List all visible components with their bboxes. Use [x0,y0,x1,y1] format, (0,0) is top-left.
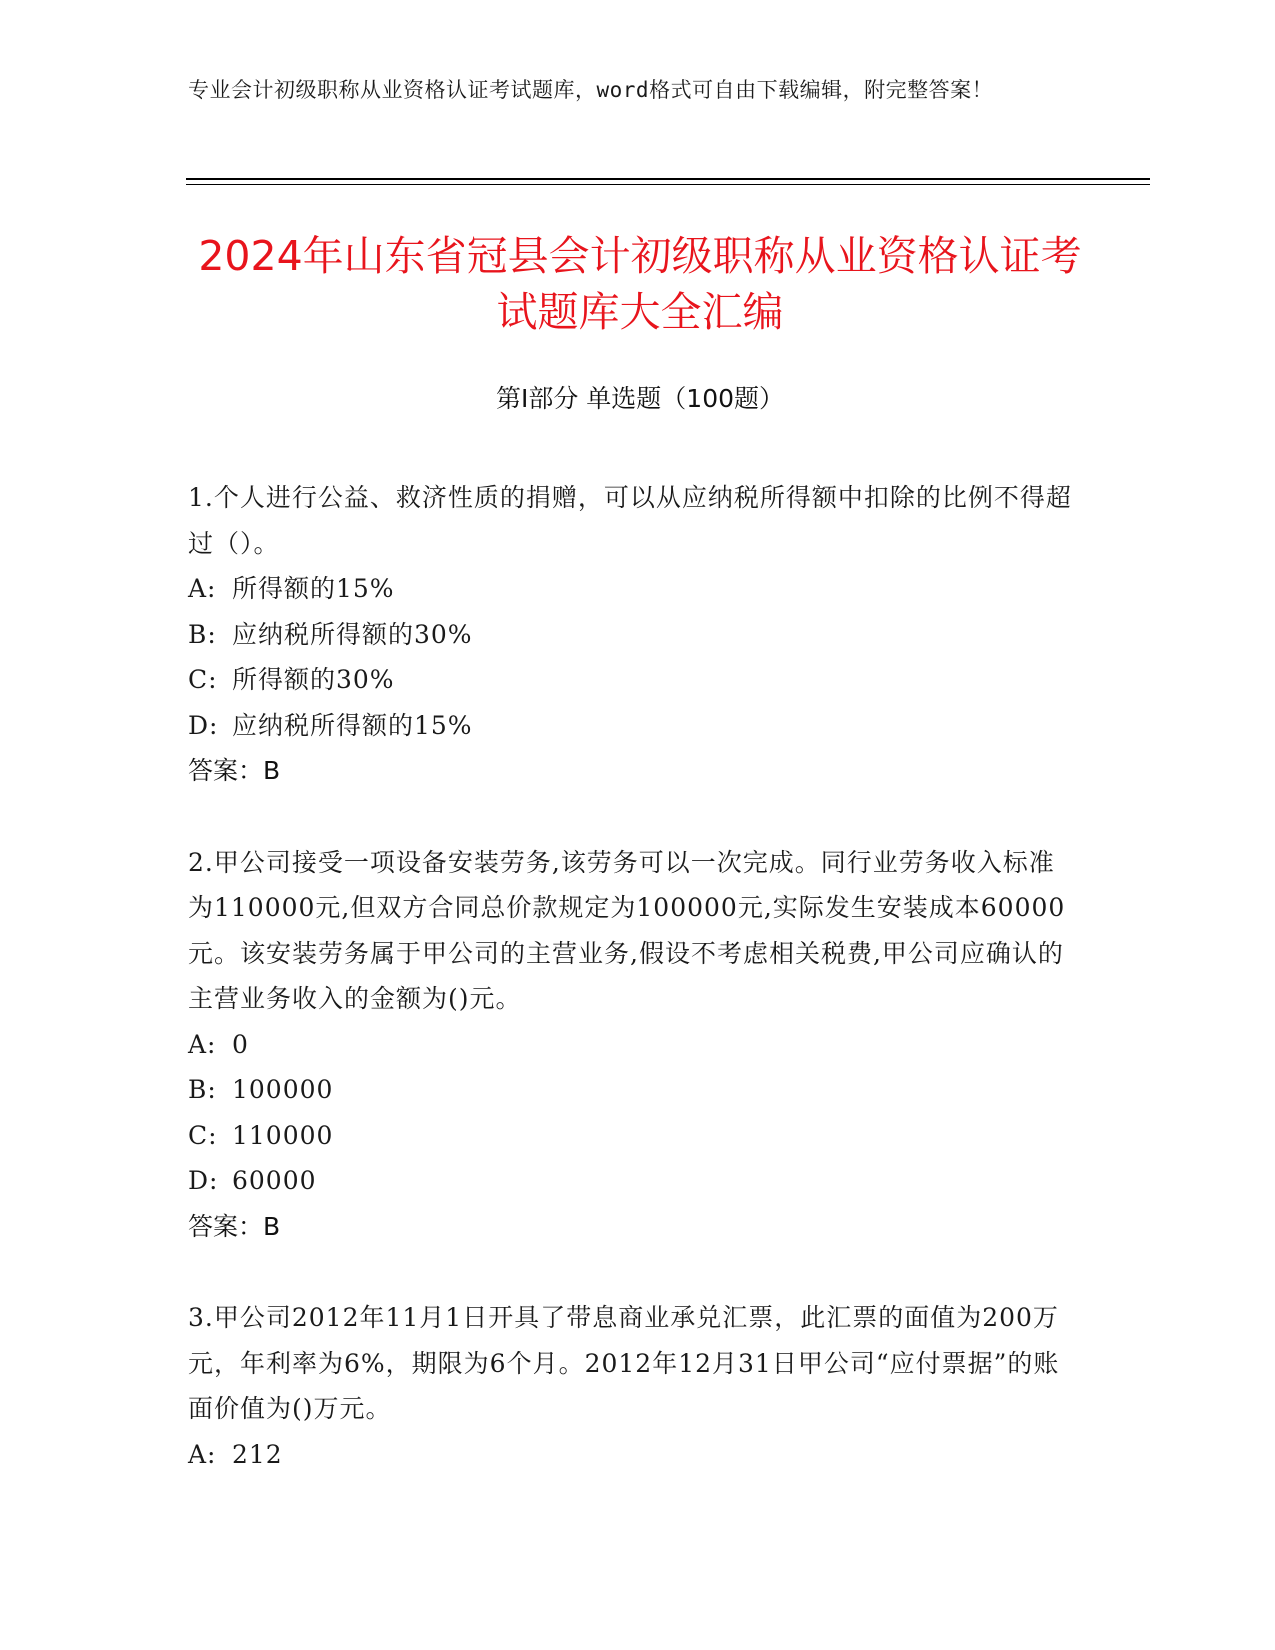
option-letter: B: [188,1075,217,1104]
answer-value: B [263,1211,281,1241]
option-letter: B: [188,619,217,649]
question-option [188,1067,1078,1113]
header-note: 专业会计初级职称从业资格认证考试题库，word格式可自由下载编辑，附完整答案！ [188,78,994,102]
option-letter: A: [188,1029,217,1059]
option-text: 0 [232,1029,249,1059]
option-text: 应纳税所得额的30% [232,619,473,649]
question-stem: 3.甲公司2012年11月1日开具了带息商业承兑汇票，此汇票的面值为200万元，年利率为6%，期限为6个月。2012年12月31日甲公司“应付票据”的账面价值为()万元。 [188,1303,1060,1423]
option-text: 应纳税所得额的15% [232,710,473,740]
option-text: 所得额的15% [232,574,395,603]
question-stem: 1.个人进行公益、救济性质的捐赠，可以从应纳税所得额中扣除的比例不得超过（）。 [188,483,1072,558]
option-text: 所得额的30% [232,665,395,694]
option-letter: D: [188,1166,219,1195]
answer-label: 答案： [188,1211,264,1241]
option-letter: A: [188,574,217,603]
question-block [188,1295,1078,1477]
answer-label: 答案： [188,756,264,785]
question-option [188,1432,1078,1478]
question-option [188,703,1078,749]
option-text: 100000 [232,1075,334,1104]
question-option [188,657,1078,703]
option-letter: A: [188,1439,217,1469]
section-heading: 第I部分 单选题（100题） [495,384,785,413]
question-option [188,1113,1078,1159]
option-text: 60000 [232,1166,317,1195]
question-list [188,475,1078,1477]
question-block [188,840,1078,1250]
option-text: 110000 [232,1120,334,1150]
answer-value: B [263,756,281,785]
option-letter: C: [188,1120,218,1150]
question-option [188,1022,1078,1068]
answer-line [188,1204,1078,1250]
document-title: 2024年山东省冠县会计初级职称从业资格认证考试题库大全汇编 [198,232,1082,336]
question-option [188,566,1078,612]
option-letter: C: [188,665,218,694]
question-stem: 2.甲公司接受一项设备安装劳务,该劳务可以一次完成。同行业劳务收入标准为110000元,但双方合同总价款规定为100000元,实际发生安装成本60000元。该安装劳务属于甲公司的主营业务,假设不考虑相关税费,甲公司应确认的主营业务收入的金额为()元。 [188,847,1066,1013]
answer-line [188,748,1078,794]
question-block [188,475,1078,794]
header-rule-thick [186,178,1150,180]
question-option [188,1158,1078,1204]
question-option [188,612,1078,658]
header-rule-thin [186,184,1150,185]
option-letter: D: [188,710,219,740]
option-text: 212 [232,1439,283,1469]
